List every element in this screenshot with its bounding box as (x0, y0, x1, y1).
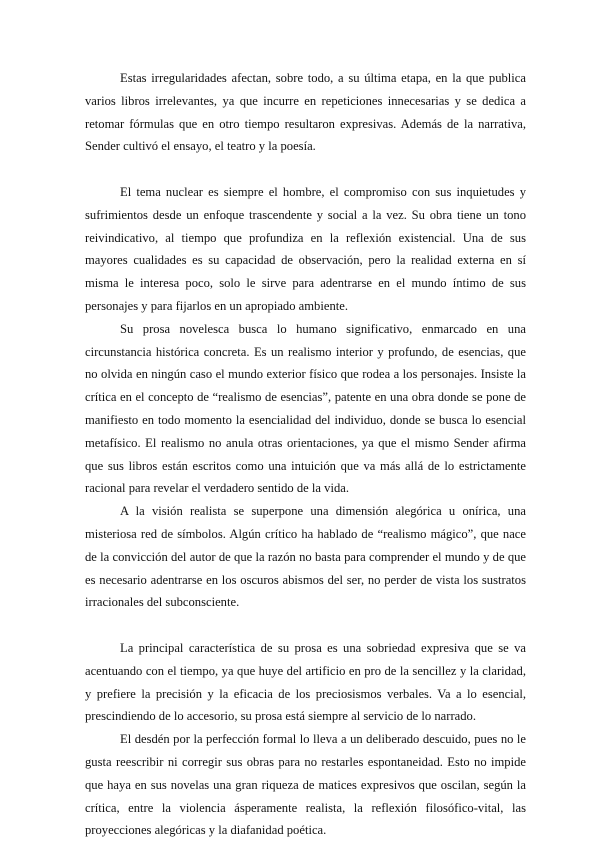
paragraph-4: A la visión realista se superpone una dimensión alegórica u onírica, una misteriosa red de símbolos. Algún crítico ha hablado de “realismo mágico”, que nace de la convicción del autor de que la razón no basta para comprender el mundo y de que es necesario adentrarse en los oscuros abismos del ser, no perder de vista los sustratos irracionales del subconsciente. (85, 504, 526, 610)
paragraph-3: Su prosa novelesca busca lo humano significativo, enmarcado en una circunstancia histórica concreta. Es un realismo interior y profundo, de esencias, que no olvida en ningún caso el mundo exterior físico que rodea a los personajes. Insiste la crítica en el concepto de “realismo de esencias”, patente en una obra donde se pone de manifiesto en todo momento la esencialidad del individuo, donde se busca lo esencial metafísico. El realismo no anula otras orientaciones, ya que el mismo Sender afirma que sus libros están escritos como una intuición que va más allá de lo estrictamente racional para revelar el verdadero sentido de la vida. (85, 321, 526, 496)
paragraph-6: El desdén por la perfección formal lo lleva a un deliberado descuido, pues no le gusta reescribir ni corregir sus obras para no restarles espontaneidad. Esto no impide que haya en sus novelas una gran riqueza de matices expresivos que oscilan, según la crítica, entre la violencia ásperamente realista, la reflexión filosófico-vital, las proyecciones alegóricas y la diafanidad poética. (85, 732, 526, 838)
paragraph-spacer (85, 614, 526, 637)
paragraph-2: El tema nuclear es siempre el hombre, el compromiso con sus inquietudes y sufrimientos desde un enfoque trascendente y social a la vez. Su obra tiene un tono reivindicativo, al tiempo que profundiza en la reflexión existencial. Una de sus mayores cualidades es su capacidad de observación, pero la realidad externa en sí misma le interesa poco, solo le sirve para adentrarse en el mundo íntimo de sus personajes y para fijarlos en un apropiado ambiente. (85, 184, 526, 313)
paragraph-5: La principal característica de su prosa es una sobriedad expresiva que se va acentuando con el tiempo, ya que huye del artificio en pro de la sencillez y la claridad, y prefiere la precisión y la eficacia de los preciosismos verbales. Va a lo esencial, prescindiendo de lo accesorio, su prosa está siempre al servicio de lo narrado. (85, 640, 526, 724)
body-text (85, 67, 526, 842)
paragraph-1: Estas irregularidades afectan, sobre todo, a su última etapa, en la que publica varios libros irrelevantes, ya que incurre en repeticiones innecesarias y se dedica a retomar fórmulas que en otro tiempo resultaron expresivas. Además de la narrativa, Sender cultivó el ensayo, el teatro y la poesía. (85, 71, 526, 154)
paragraph-spacer (85, 158, 526, 181)
